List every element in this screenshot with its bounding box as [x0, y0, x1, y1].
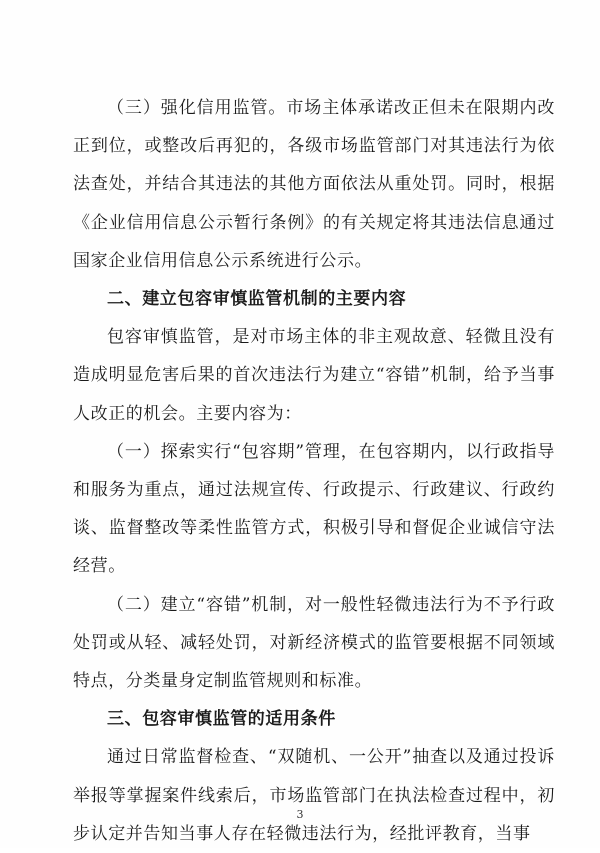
document-body	[73, 89, 555, 853]
page-number: 3	[296, 808, 304, 821]
paragraph-inclusive-definition: 包容审慎监管，是对市场主体的非主观故意、轻微且没有造成明显危害后果的首次违法行为建立“容错”机制，给予当事人改正的机会。主要内容为：	[73, 327, 555, 424]
paragraph-conditions-intro: 通过日常监督检查、“双随机、一公开”抽查以及通过投诉举报等掌握案件线索后，市场监管部门在执法检查过程中，初步认定并告知当事人存在轻微违法行为，经批评教育，当事	[73, 747, 555, 844]
section-heading-conditions: 三、包容审慎监管的适用条件	[107, 709, 336, 730]
paragraph-grace-period: （一）探索实行“包容期”管理，在包容期内，以行政指导和服务为重点，通过法规宣传、行政提示、行政建议、行政约谈、监督整改等柔性监管方式，积极引导和督促企业诚信守法经营。	[73, 441, 555, 577]
paragraph-credit-supervision: （三）强化信用监管。市场主体承诺改正但未在限期内改正到位，或整改后再犯的，各级市场监管部门对其违法行为依法查处，并结合其违法的其他方面依法从重处罚。同时，根据《企业信用信息公示暂行条例》的有关规定将其违法信息通过国家企业信用信息公示系统进行公示。	[73, 98, 555, 271]
section-heading-main-content: 二、建立包容审慎监管机制的主要内容	[107, 289, 407, 310]
paragraph-error-tolerance: （二）建立“容错”机制，对一般性轻微违法行为不予行政处罚或从轻、减轻处罚，对新经济模式的监管要根据不同领域特点，分类量身定制监管规则和标准。	[73, 594, 555, 692]
